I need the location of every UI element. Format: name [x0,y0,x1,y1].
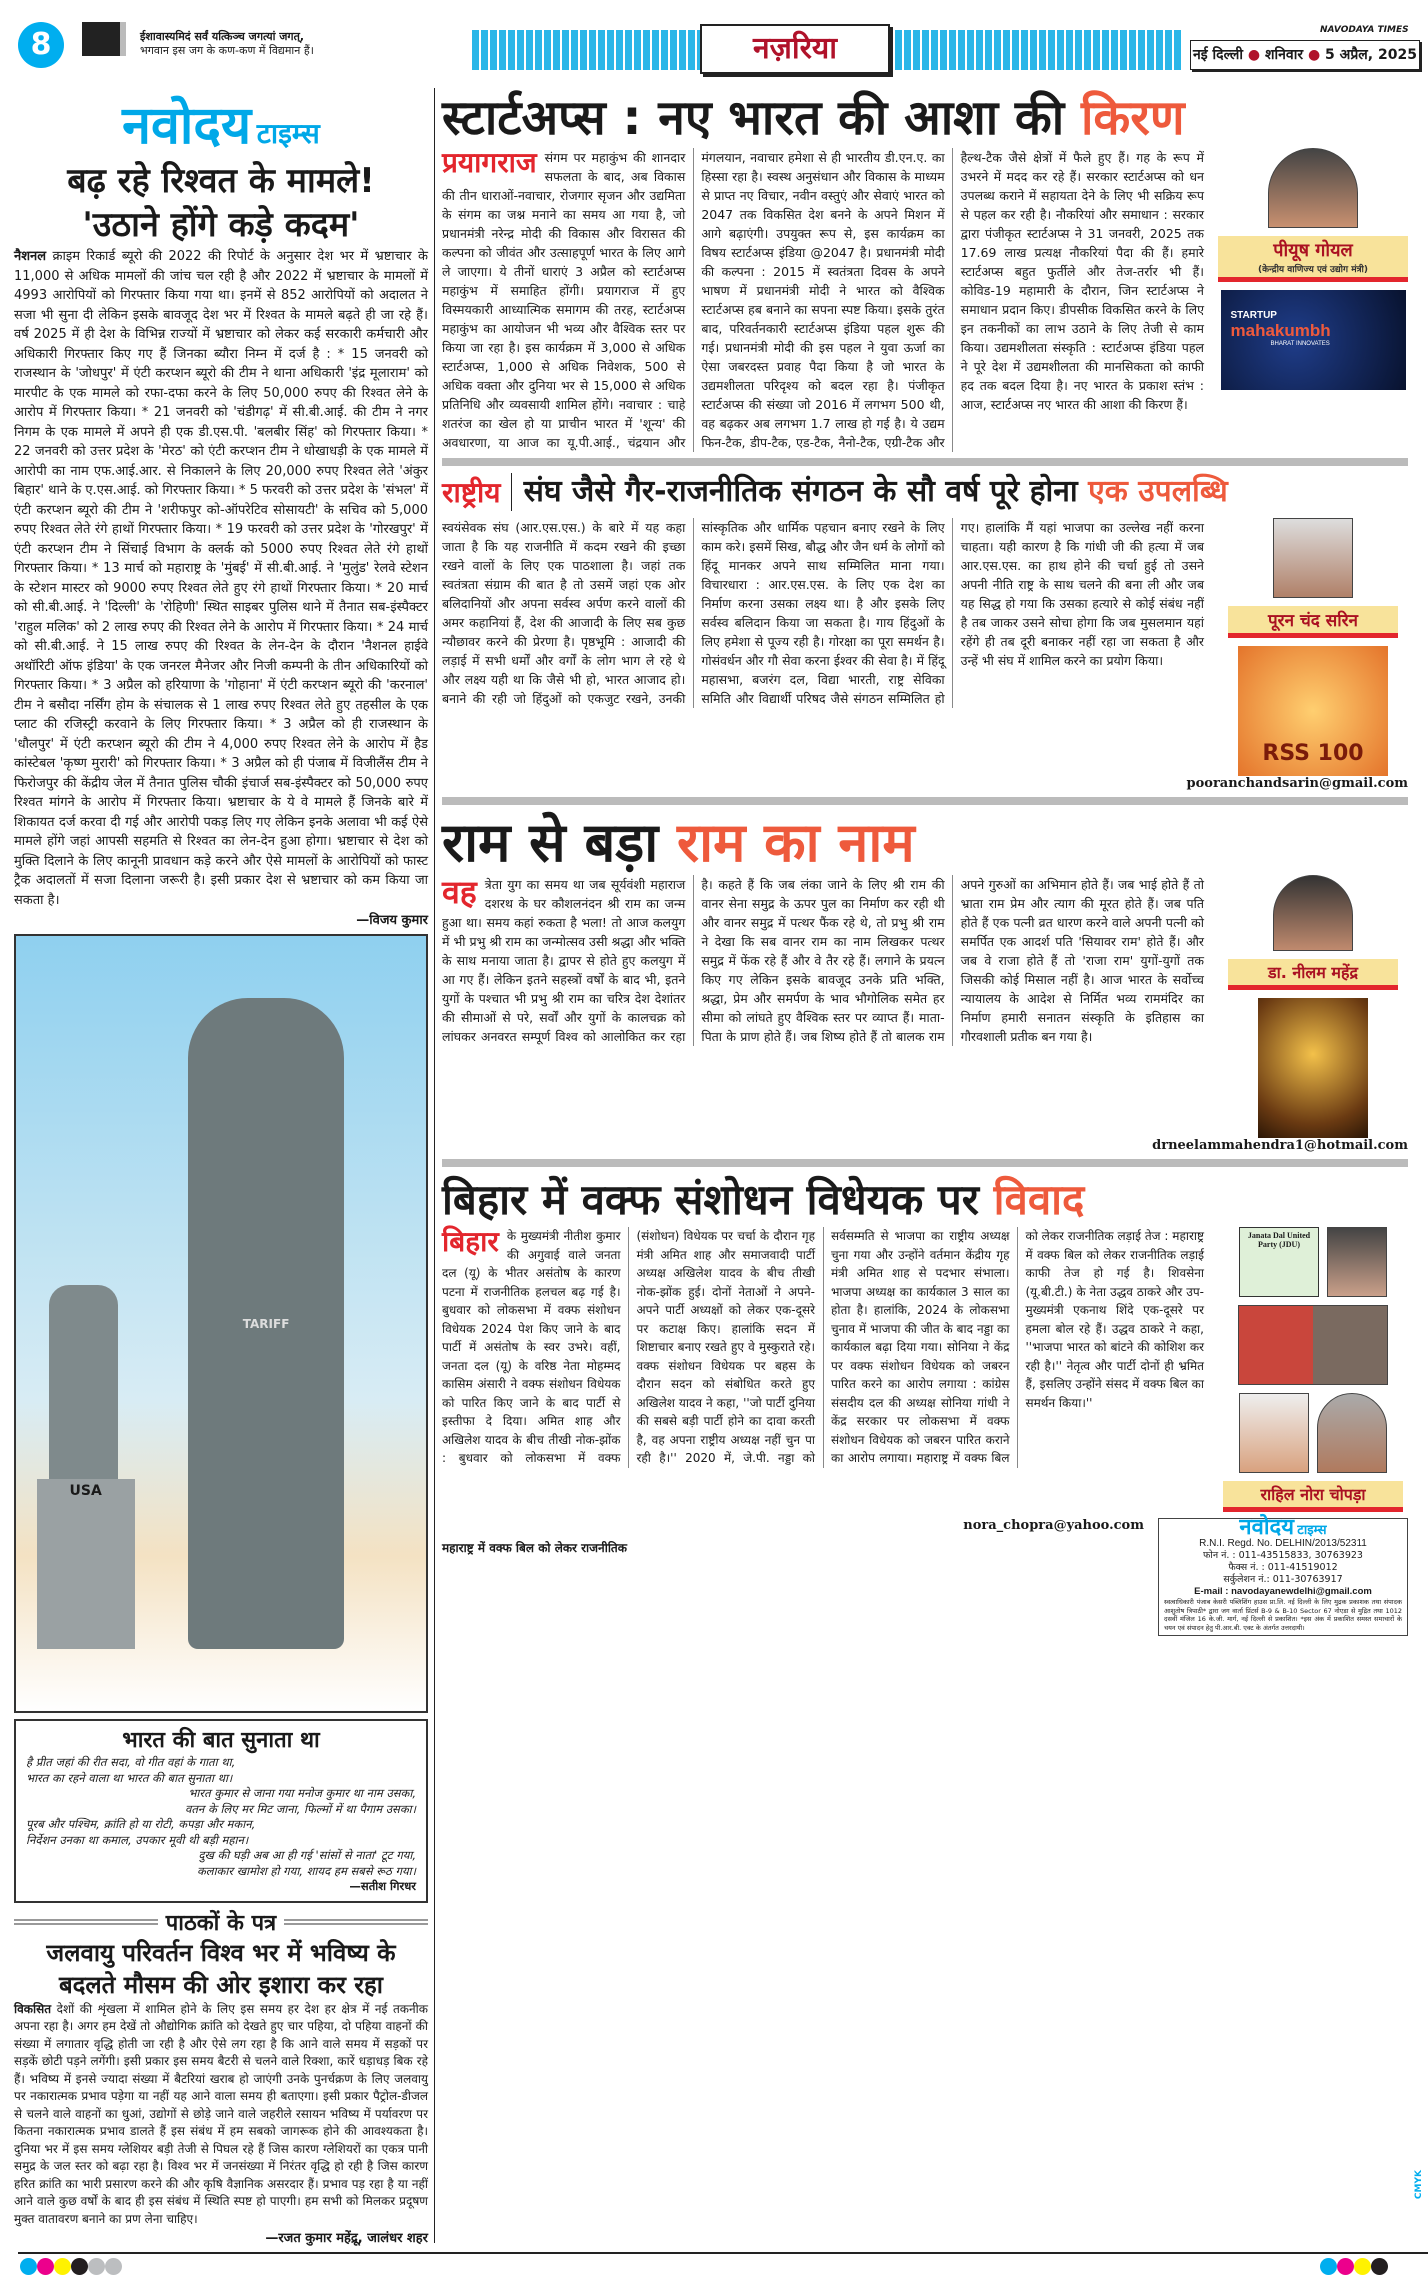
poem-line: कलाकार खामोश हो गया, शायद हम सबसे रूठ गया। [196,1863,416,1878]
masthead-logo [14,88,428,159]
phone: फोन नं. : 011-43515833, 30763923 [1203,1550,1363,1561]
rni-number: R.N.I. Regd. No. DELHIN/2013/52311 [1199,1538,1367,1549]
headline-line: बढ़ रहे रिश्वत के मामले! [67,161,375,201]
pedestal [37,1479,135,1650]
pedestal-label: USA [69,1482,102,1499]
circulation: सर्कुलेशन नं.: 011-30763917 [1223,1574,1343,1585]
logo-sub: टाइम्स [256,117,320,150]
image-label: Janata Dal United Party (JDU) [1247,1231,1311,1249]
story1-byline [1218,236,1408,282]
image-text: BHARAT INNOVATES [1270,341,1330,347]
letters-body [14,2001,428,2229]
poem-line: निर्देशन उनका था कमाल, उपकार मूवी थी बड़ी महान। [26,1832,249,1847]
story2-headline [524,472,1228,512]
poem-line: वतन के लिए मर मिट जाना, फिल्मों में था पैगाम उसका। [184,1801,416,1816]
column-divider [434,88,435,2243]
image-text: mahakumbh [1230,321,1331,340]
jdu-image [1239,1227,1319,1297]
logo-main: नवोदय [1239,1515,1294,1540]
section-label-box [700,24,890,74]
story3 [442,811,1408,1153]
story1-side [1218,148,1408,390]
headline-main: राम से बड़ा [442,811,659,874]
akhilesh-shah-photo [1238,1305,1388,1385]
left-headline [14,159,428,247]
story1-headline [442,88,1408,148]
author-name: डा. नीलम महेंद्र [1268,963,1358,982]
poem-line: भारत कुमार से जाना गया मनोज कुमार था नाम उसका, [188,1786,416,1800]
sonia-gandhi-photo [1327,1227,1387,1297]
story3-email: drneelammahendra1@hotmail.com [1152,1138,1408,1153]
poem-box [14,1719,428,1903]
headline-main: संघ जैसे गैर-राजनीतिक संगठन के सौ वर्ष पूरे होना [523,474,1078,509]
story4-byline [1223,1481,1403,1512]
story2-side [1218,518,1408,776]
letters-section-title [14,1907,428,1937]
story4-subheading: महाराष्ट्र में वक्फ बिल को लेकर राजनीतिक [442,1541,627,1555]
date: 5 अप्रैल, 2025 [1325,47,1417,63]
poem-line: भारत का रहने वाला था भारत की बात सुनाता था। [26,1770,233,1785]
cmyk-label: CMYK [1414,2170,1424,2200]
headline-line: बदलते मौसम की ओर इशारा कर रहा [58,1970,384,1999]
footer-rule [18,2252,1428,2254]
registration-dots-left [20,2258,122,2279]
story-text: संगम पर महाकुंभ की शानदार सफलता के बाद, अब विकास की तीन धाराओं-नवाचार, रोजगार सृजन और उद्यमिता के संगम का जश्न मनाने का समय आ गया है, जो प्रधानमंत्री नरेन्द्र मोदी की विकास और विरासत की कल्पना को जीवंत और उत्साहपूर्ण भारत के लिए आगे ले जाएगा। ये तीनों धाराएं 3 अप्रैल को स्टार्टअप्स महाकुंभ में समाहित होंगी। प्रयागराज में हुए विस्मयकारी आध्यात्मिक समागम की तरह, स्टार्टअप्स महाकुंभ का आयोजन भी भव्य और वैश्विक स्तर पर किया जा रहा है। इस कार्यक्रम में 3,000 से अधिक स्टार्टअप्स, 1,000 से अधिक निवेशक, 500 से अधिक वक्ता और दुनिया भर से 15,000 से अधिक प्रतिनिधि और व्यवसायी शामिल होंगे। नवाचार : चाहे शतरंज का खेल हो या प्राचीन भारत में 'शून्य' की अवधारणा, या आज का यू.पी.आई., चंद्रयान और मंगलयान, नवाचार हमेशा से ही भारतीय डी.एन.ए. का हिस्सा रहा है। स्वस्थ अनुसंधान और विकास के माध्यम से प्राप्त नए विचार, नवीन वस्तुएं और सेवाएं भारत को 2047 तक विकसित देश बनने के अपने मिशन में आगे बढ़ाएंगी। उपयुक्त रूप से, इस कार्यक्रम का विषय स्टार्टअप्स इंडिया @2047 है। प्रधानमंत्री मोदी की कल्पना : 2015 में स्वतंत्रता दिवस के अपने भाषण में प्रधानमंत्री मोदी ने भारत को वैश्विक स्टार्टअप्स हब बनाने का सपना स्पष्ट किया। इसके तुरंत बाद, परिवर्तनकारी स्टार्टअप्स इंडिया पहल शुरू की गई। प्रधानमंत्री मोदी की इस पहल ने युवा ऊर्जा का ऐसा जबरदस्त प्रवाह पैदा किया है जो भारत के उद्यमशीलता परिदृश्य को बदल रहा है। पंजीकृत स्टार्टअप्स की संख्या जो 2016 में लगभग 500 थी, वह बढ़कर अब लगभग 1.7 लाख हो गई है। ये उद्यम फिन-टैक, डीप-टैक, एड-टैक, नैनो-टैक, एग्री-टैक और हैल्थ-टैक जैसे क्षेत्रों में फैले हुए हैं। गह के रूप में उभरने में मदद कर रहे हैं। सरकार स्टार्टअप्स को धन उपलब्ध कराने में सहायता देने के लिए भी सक्रिय रूप से पहल कर रही है। नौकरियां और समाधान : सरकार द्वारा पंजीकृत स्टार्टअप्स ने 31 जनवरी, 2025 तक 17.69 लाख प्रत्यक्ष नौकरियां पैदा की हैं। हमारे स्टार्टअप्स बहुत फुर्तीले और तेज-तर्रार भी हैं। कोविड-19 महामारी के दौरान, जिन स्टार्टअप्स ने समाधान प्रदान किए। डीपसीक विकसित करने के लिए इन तकनीकों का लाभ उठाने के लिए तेजी से काम किया। उद्यमशीलता संस्कृति : स्टार्टअप्स इंडिया पहल ने पूरे देश में उद्यमशीलता की मानसिकता को काफी हद तक बदल दिया है। नए भारत के प्रकाश स्तंभ : आज, स्टार्टअप्स नए भारत की आशा की किरण हैं। [442,150,1204,450]
lead-word: विकसित [14,2001,52,2016]
section-separator [442,797,1408,805]
poem-line: है प्रीत जहां की रीत सदा, वो गीत वहां के गाता था, [26,1755,236,1769]
left-story-body [14,247,428,910]
poem-line: पूरब और पश्चिम, क्रांति हो या रोटी, कपड़ा और मकान, [26,1817,256,1831]
headline-line: 'उठाने होंगे कड़े कदम' [82,205,360,245]
tablet-label: TARIFF [242,1316,290,1331]
story-text: क्राइम रिकार्ड ब्यूरो की 2022 की रिपोर्ट के अनुसार देश भर में भ्रष्टाचार के 11,000 से अधिक मामलों की जांच चल रही है और 2022 में भ्रष्टाचार के मामलों में 4993 आरोपियों को गिरफ्तार किया गया था। इनमें से 852 आरोपियों को अदालत ने सजा भी सुना दी लेकिन इसके बावजूद देश भर में रिश्वत के मामले बढ़ते ही जा रहे हैं। वर्ष 2025 में ही देश के विभिन्न राज्यों में भ्रष्टाचार को लेकर कई सरकारी कर्मचारी और अधिकारी गिरफ्तार किए गए हैं जिनका ब्यौरा निम्न में दर्ज है : * 15 जनवरी को राजस्थान के 'जोधपुर' में एंटी करप्शन ब्यूरो की टीम ने थाना अधिकारी 'इंद्र मूलाराम' को मारपीट के एक मामले को रफा-दफा करने के लिए 50,000 रुपए की रिश्वत लेने के आरोप में गिरफ्तार किया। * 21 जनवरी को 'चंडीगढ़' में सी.बी.आई. की टीम ने नगर निगम के एक मामले में अपने ही एक डी.एस.पी. 'बलबीर सिंह' को गिरफ्तार किया। * 22 जनवरी को उत्तर प्रदेश के 'मेरठ' को एंटी करप्शन टीम ने धोखाधड़ी के एक मामले में आरोपी का नाम एफ.आई.आर. से निकालने के लिए 20,000 रुपए रिश्वत लेते 'अंकुर बिहार' थाने के ए.एस.आई. को गिरफ्तार किया। * 5 फरवरी को उत्तर प्रदेश के 'संभल' में एंटी करप्शन ब्यूरो की टीम ने 'शरीफपुर को-ऑपरेटिव सोसायटी' के सचिव को 5,000 रुपए रिश्वत लेते रंगे हाथों गिरफ्तार किया। * 19 फरवरी को उत्तर प्रदेश के 'गोरखपुर' में एंटी करप्शन टीम ने सिंचाई विभाग के क्लर्क को 5000 रुपए रिश्वत लेते रंगे हाथों गिरफ्तार किया। * 13 मार्च को महाराष्ट्र के 'मुंबई' में सी.बी.आई. ने 'मुलुंड' रेलवे स्टेशन के स्टेशन मास्टर को 9000 रुपए रिश्वत लेते हुए रंगे हाथों गिरफ्तार किया। * 20 मार्च को सी.बी.आई. ने 'दिल्ली' के 'रोहिणी' स्थित साइबर पुलिस थाने में तैनात सब-इंस्पैक्टर 'राहुल मलिक' को 2 लाख रुपए की रिश्वत लेने के आरोप में गिरफ्तार किया। * 24 मार्च को सी.बी.आई. ने 15 लाख रुपए की रिश्वत के लेन-देन के दौरान 'नैशनल हाईवे अथॉरिटी ऑफ इंडिया' के एक जनरल मैनेजर और निजी कम्पनी के तीन अधिकारियों को गिरफ्तार किया। * 3 अप्रैल को हरियाणा के 'गोहाना' में एंटी करप्शन ब्यूरो की 'करनाल' टीम ने बसौदा नर्सिंग होम के संचालक से 1 लाख रुपए रिश्वत लेते हुए तहसील के एक प्लाट की रजिस्ट्री करवाने के लिए गिरफ्तार किया। * 3 अप्रैल को ही राजस्थान के 'धौलपुर' में एंटी करप्शन ब्यूरो की टीम ने 4,000 रुपए रिश्वत लेने के आरोप में हैड कांस्टेबल 'कृष्ण मुरारी' को गिरफ्तार किया। * 3 अप्रैल को ही पंजाब में विजीलैंस टीम ने फिरोजपुर की केंद्रीय जेल में तैनात पुलिस चौकी इंचार्ज सब-इंस्पैक्टर को 50,000 रुपए रिश्वत मांगने के आरोप में गिरफ्तार किया। भ्रष्टाचार के ये वे मामले हैं जिनके बारे में शिकायत दर्ज करवा दी गई और आरोपी पकड़ लिए गए लेकिन इनके अलावा भी कई ऐसे मामले होंगे जहां आपसी सहमति से रिश्वत का लेन-देन हुआ होगा। भ्रष्टाचार से देश को मुक्ति दिलाने के लिए कानूनी प्रावधान कड़े करने और ऐसे मामलों के आरोपियों को फास्ट ट्रैक अदालतों में सजा दिलाना जरूरी है। इसी प्रकार देश से भ्रष्टाचार को कम किया जा सकता है। [14,249,428,908]
story3-dropcap: वह [442,873,477,911]
letter-text: देशों की शृंखला में शामिल होने के लिए इस समय हर देश हर क्षेत्र में नई तकनीक अपना रहा है। अगर हम देखें तो औद्योगिक क्रांति को देखते हुए चार पहिया, दो पहिया वाहनों की संख्या में लगातार वृद्धि होती जा रही है और ऐसे लग रहा है कि आने वाले समय में सड़कों पर सड़कें छोटी पड़ने लगेंगी। इसी प्रकार इस समय बैटरी से चलने वाले रिक्शा, कारें धड़ाधड़ बिक रहे हैं। भविष्य में इनसे ज्यादा संख्या में बैटरियां खराब हो जाएंगी उनके पुनर्चक्रण के लिए जलवायु पर नकारात्मक प्रभाव पड़ेगा या नहीं यह आने वाला समय ही बताएगा। इसी प्रकार पैट्रोल-डीजल से चलने वाले वाहनों का धुआं, उद्योगों से छोड़े जाने वाले जहरीले रसायन भविष्य में पर्यावरण पर कितना नकारात्मक प्रभाव डालते हैं इस संबंध में हम सबको जागरूक होने की आवश्यकता है। दुनिया भर में इस समय ग्लेशियर बड़ी तेजी से पिघल रहे हैं जिस कारण ग्लेशियरों का एकत्र पानी समुद्र के जल स्तर को बढ़ा रहा है। विश्व भर में जनसंख्या में निरंतर वृद्धि हो रही है जिस कारण हरित क्रांति का भारी प्रसारण करने की और कृषि वैज्ञानिक असरदार हैं। प्रभाव पड़ रहा है या नहीं आने वाले कुछ वर्षों के बाद ही इस संबंध में स्थिति स्पष्ट हो पाएगी। हम सभी को मिलकर प्रदूषण मुक्त वातावरण बनाने का प्रण लेना चाहिए। [14,2001,428,2226]
imprint-note: स्वत्वाधिकारी पंजाब केसरी पब्लिशिंग हाउस प्रा.लि. नई दिल्ली के लिए मुद्रक प्रकाशक तथा संपादक आशुतोष त्रिपाठी* द्वारा जग वार्ता प्रिंटर्स B-9 & B-10 Sector 67 नोएडा से मुद्रित तथा 1012 दसवीं मंजिल 16 के.जी. मार्ग, नई दिल्ली से प्रकाशित। *इस अंक में प्रकाशित समस्त समाचारों के चयन एवं संपादन हेतु पी.आर.बी. एक्ट के अंतर्गत उत्तरदायी। [1164,1598,1402,1632]
imprint-email: E-mail : navodayanewdelhi@gmail.com [1194,1586,1372,1597]
lead-word: नैशनल [14,249,47,264]
story2-kicker: राष्ट्रीय [442,473,512,511]
headline-accent: विवाद [993,1175,1085,1224]
story4-side [1218,1227,1408,1512]
headline-accent: किरण [1080,90,1185,146]
story3-side [1218,875,1408,1138]
story2-body [442,518,1204,708]
page-number-badge [18,22,64,68]
section-separator [442,1159,1408,1167]
ram-lalla-image [1258,998,1368,1138]
story4 [442,1173,1408,1636]
story2-author-photo [1273,518,1353,598]
story4-body [442,1227,1204,1468]
story-text: के मुख्यमंत्री नीतीश कुमार की अगुवाई वाले जनता दल (यू) के भीतर असंतोष के कारण पटना में राजनीतिक हलचल बढ़ गई है। बुधवार को लोकसभा में वक्फ संशोधन विधेयक 2024 पेश किए जाने के बाद पार्टी में असंतोष के स्वर उभरे। वहीं, जनता दल (यू) के वरिष्ठ नेता मोहम्मद कासिम अंसारी ने वक्फ संशोधन विधेयक को पारित किए जाने के बाद पार्टी से इस्तीफा दे दिया। अमित शाह और अखिलेश यादव के बीच तीखी नोक-झोंक : बुधवार को लोकसभा में वक्फ (संशोधन) विधेयक पर चर्चा के दौरान गृह मंत्री अमित शाह और समाजवादी पार्टी अध्यक्ष अखिलेश यादव के बीच तीखी नोक-झोंक हुई। दोनों नेताओं ने अपने-अपने पार्टी अध्यक्षों को लेकर एक-दूसरे पर कटाक्ष किए। हालांकि सदन में शिष्टाचार बनाए रखते हुए वे मुस्कुराते रहे। वक्फ संशोधन विधेयक पर बहस के दौरान सदन को संबोधित करते हुए अखिलेश यादव ने कहा, ''जो पार्टी दुनिया की सबसे बड़ी पार्टी होने का दावा करती है, वह अपना राष्ट्रीय अध्यक्ष नहीं चुन पा रही है।'' 2020 में, जे.पी. नड्डा को सर्वसम्मति से भाजपा का राष्ट्रीय अध्यक्ष चुना गया और उन्होंने वर्तमान केंद्रीय गृह मंत्री अमित शाह से पदभार संभाला। भाजपा अध्यक्ष का कार्यकाल 3 साल का होता है। हालांकि, 2024 के लोकसभा चुनाव में भाजपा की जीत के बाद नड्डा का कार्यकाल बढ़ा दिया गया। सोनिया ने केंद्र पर वक्फ संशोधन विधेयक को जबरन पारित करने का आरोप लगाया : कांग्रेस संसदीय दल की अध्यक्ष सोनिया गांधी ने केंद्र सरकार पर लोकसभा में वक्फ संशोधन विधेयक को जबरन पारित कराने का आरोप लगाया। महाराष्ट्र में वक्फ बिल को लेकर राजनीतिक लड़ाई तेज : महाराष्ट्र में वक्फ बिल को लेकर राजनीतिक लड़ाई काफी तेज हो गई है। शिवसेना (यू.बी.टी.) के नेता उद्धव ठाकरे और उप-मुख्यमंत्री एकनाथ शिंदे एक-दूसरे पर हमला बोल रहे हैं। उद्धव ठाकरे ने कहा, ''भाजपा भारत को बांटने की कोशिश कर रही है।'' नेतृत्व और पार्टी दोनों ही भ्रमित हैं, इसलिए उन्होंने संसद में वक्फ बिल का समर्थन किया।'' [442,1229,1204,1465]
registration-dots-right [1320,2258,1388,2279]
statue-left [49,1285,119,1479]
story4-email: nora_chopra@yahoo.com [963,1518,1144,1533]
story2-email: pooranchandsarin@gmail.com [1186,776,1408,791]
logo-sub: टाइम्स [1297,1523,1327,1538]
story3-body [442,875,1204,1046]
fax: फैक्स नं. : 011-41519012 [1228,1562,1338,1573]
quote-line: ईशावास्यमिदं सर्वं यत्किञ्च जगत्यां जगत्, [140,30,305,43]
story1-body [442,148,1204,452]
section-label: नज़रिया [752,31,838,66]
header-flag-icon [82,22,126,56]
imprint-logo [1164,1515,1402,1540]
letters-headline [14,1937,428,2001]
image-text: STARTUP [1230,310,1277,321]
startup-mahakumbh-image [1221,290,1406,390]
imprint-box [1158,1515,1408,1636]
story2-byline [1228,606,1398,638]
story3-byline [1228,959,1398,990]
section-separator [442,458,1408,466]
rss-image [1238,646,1388,776]
logo-main: नवोदय [122,96,252,156]
author-name: राहिल नोरा चोपड़ा [1260,1485,1366,1504]
uddhav-thackeray-sketch [1239,1393,1309,1473]
story3-headline [442,811,1408,875]
story3-author-photo [1273,875,1353,951]
image-label: RSS 100 [1262,741,1364,766]
letters-author: —रजत कुमार महेंद्रू, जालंधर शहर [265,2231,428,2246]
author-title: (केन्द्रीय वाणिज्य एवं उद्योग मंत्री) [1258,265,1368,275]
story-text: स्वयंसेवक संघ (आर.एस.एस.) के बारे में यह कहा जाता है कि यह राजनीति में कदम रखने की इच्छा रखने वालों के लिए एक पाठशाला है। जहां तक स्वतंत्रता संग्राम की बात है तो उसमें जहां एक ओर बलिदानियों और अपना सर्वस्व अर्पण करने वालों की अमर कहानियां हैं, देश की आजादी के लिए सब कुछ न्यौछावर करने की प्रेरणा है। पृष्ठभूमि : आजादी की लड़ाई में सभी धर्मों और वर्गों के लोग भाग ले रहे थे और लक्ष्य यही था कि जैसे भी हो, भारत आजाद हो। बनाने की रही जो हिंदुओं को एकजुट रखने, उनकी सांस्कृतिक और धार्मिक पहचान बनाए रखने के लिए काम करे। इसमें सिख, बौद्ध और जैन धर्म के लोगों को हिंदू मानकर अपने साथ सम्मिलित माना गया। विचारधारा : आर.एस.एस. के लिए एक देश का निर्माण करना उसका लक्ष्य था। है और इसके लिए सर्वस्व बलिदान किया जा सकता है। गाय हिंदुओं के लिए हमेशा से पूज्य रही है। गोरक्षा का पूरा समर्थन है। गोसंवर्धन और गौ सेवा करना ईश्वर की सेवा है। में हिंदू महासभा, बजरंग दल, विद्या भारती, राष्ट्र सेविका समिति और विद्यार्थी परिषद जैसे संगठन सम्मिलित हो गए। हालांकि मैं यहां भाजपा का उल्लेख नहीं करना चाहता। यही कारण है कि गांधी जी की हत्या में जब आर.एस.एस. का हाथ होने की चर्चा हुई तो उसने अपनी नीति राष्ट्र के साथ चलने की बना ली और जब यह सिद्ध हो गया कि उसका हत्यारे से कोई संबंध नहीं है तब जाकर उसने सोचा होगा कि जब मुसलमान यहां रहेंगे ही तब दूरी बनाकर नहीं रहा जा सकता है और उन्हें भी संघ में शामिल करने का प्रयोग किया। [442,520,1204,706]
story1-dateline: प्रयागराज [442,146,537,179]
author-name: पूरन चंद सरिन [1268,611,1358,631]
story1-author-photo [1268,148,1358,228]
headline-accent: एक उपलब्धि [1088,474,1228,509]
paper-name-en: NAVODAYA TIMES [1320,25,1409,35]
story2 [442,472,1408,791]
left-column [14,88,428,2246]
story-text: त्रेता युग का समय था जब सूर्यवंशी महाराज दशरथ के घर कौशलनंदन श्री राम का जन्म हुआ था। समय कहां रुकता है भला! तो आज कलयुग में भी प्रभु श्री राम का जन्मोत्सव उसी श्रद्धा और भक्ति के साथ मनाया जाता है। द्वापर से होते हुए कलयुग में आ गए हैं। लेकिन इतने सहस्त्रों वर्षों के बाद भी, इतने युगों के पश्चात भी प्रभु श्री राम का चरित्र देश देशांतर की सीमाओं से परे, सर्वों और युगों के कालचक्र को लांघकर अनवरत सम्पूर्ण विश्व को आलोकित कर रहा है। कहते हैं कि जब लंका जाने के लिए श्री राम की वानर सेना समुद्र के ऊपर पुल का निर्माण कर रही थी और वानर समुद्र में पत्थर फैंक रहे थे, तो प्रभु श्री राम ने देखा कि सब वानर राम का नाम लिखकर पत्थर समुद्र में फेंक रहे हैं और वे तैर रहे हैं। लगाने के प्रयत्न किए गए लेकिन इसके बावजूद उनके प्रति भक्ति, श्रद्धा, प्रेम और समर्पण के भाव भौगोलिक समेत हर सीमा को लांघते हुए वैश्विक स्तर पर व्याप्त हैं। माता-पिता के प्राण होते हैं। जब शिष्य होते हैं तो बालक राम अपने गुरुओं का अभिमान होते हैं। जब भाई होते हैं तो भ्राता राम प्रेम और त्याग की मूरत होते हैं। जब पति होते हैं एक पत्नी व्रत धारण करने वाले अपनी पत्नी को समर्पित एक आदर्श पति 'सियावर राम' होते हैं। और जब वे राजा होते हैं तो 'राजा राम' युगों-युगों तक जिसकी कोई मिसाल नहीं है। आज भारत के सर्वोच्च न्यायालय के आदेश से निर्मित भव्य राममंदिर का निर्माण हमारी सनातन संस्कृति के इतिहास का गौरवशाली प्रतीक बन गया है। [442,877,1204,1044]
story4-author-photo [1317,1393,1387,1473]
headline-line: जलवायु परिवर्तन विश्व भर में भविष्य के [46,1938,396,1967]
left-story-author: —विजय कुमार [356,913,428,928]
author-name: पीयूष गोयल [1273,240,1353,261]
story4-headline [442,1173,1408,1227]
page-number: 8 [30,27,52,62]
poem-author: —सतीश गिरधर [349,1879,416,1893]
cartoon [14,934,428,1713]
poem-line: दुख की घड़ी अब आ ही गई 'सांसों से नाता' टूट गया, [198,1848,416,1862]
headline-main: स्टार्टअप्स : नए भारत की आशा की [442,90,1065,146]
city: नई दिल्ली [1193,47,1244,63]
headline-main: बिहार में वक्फ संशोधन विधेयक पर [442,1175,979,1224]
header-quote [140,30,460,58]
poem-title: भारत की बात सुनाता था [122,1728,320,1753]
story4-dateline: बिहार [442,1225,499,1258]
story1 [442,88,1408,452]
dateline-box: नई दिल्ली ● शनिवार ● 5 अप्रैल, 2025 [1190,40,1420,70]
quote-line: भगवान इस जग के कण-कण में विद्यमान हैं। [140,44,314,57]
section-title: पाठकों के पत्र [165,1910,277,1936]
statue-crumbling [188,998,344,1649]
day: शनिवार [1265,47,1304,63]
main-column [442,88,1408,2246]
headline-accent: राम का नाम [677,811,915,874]
